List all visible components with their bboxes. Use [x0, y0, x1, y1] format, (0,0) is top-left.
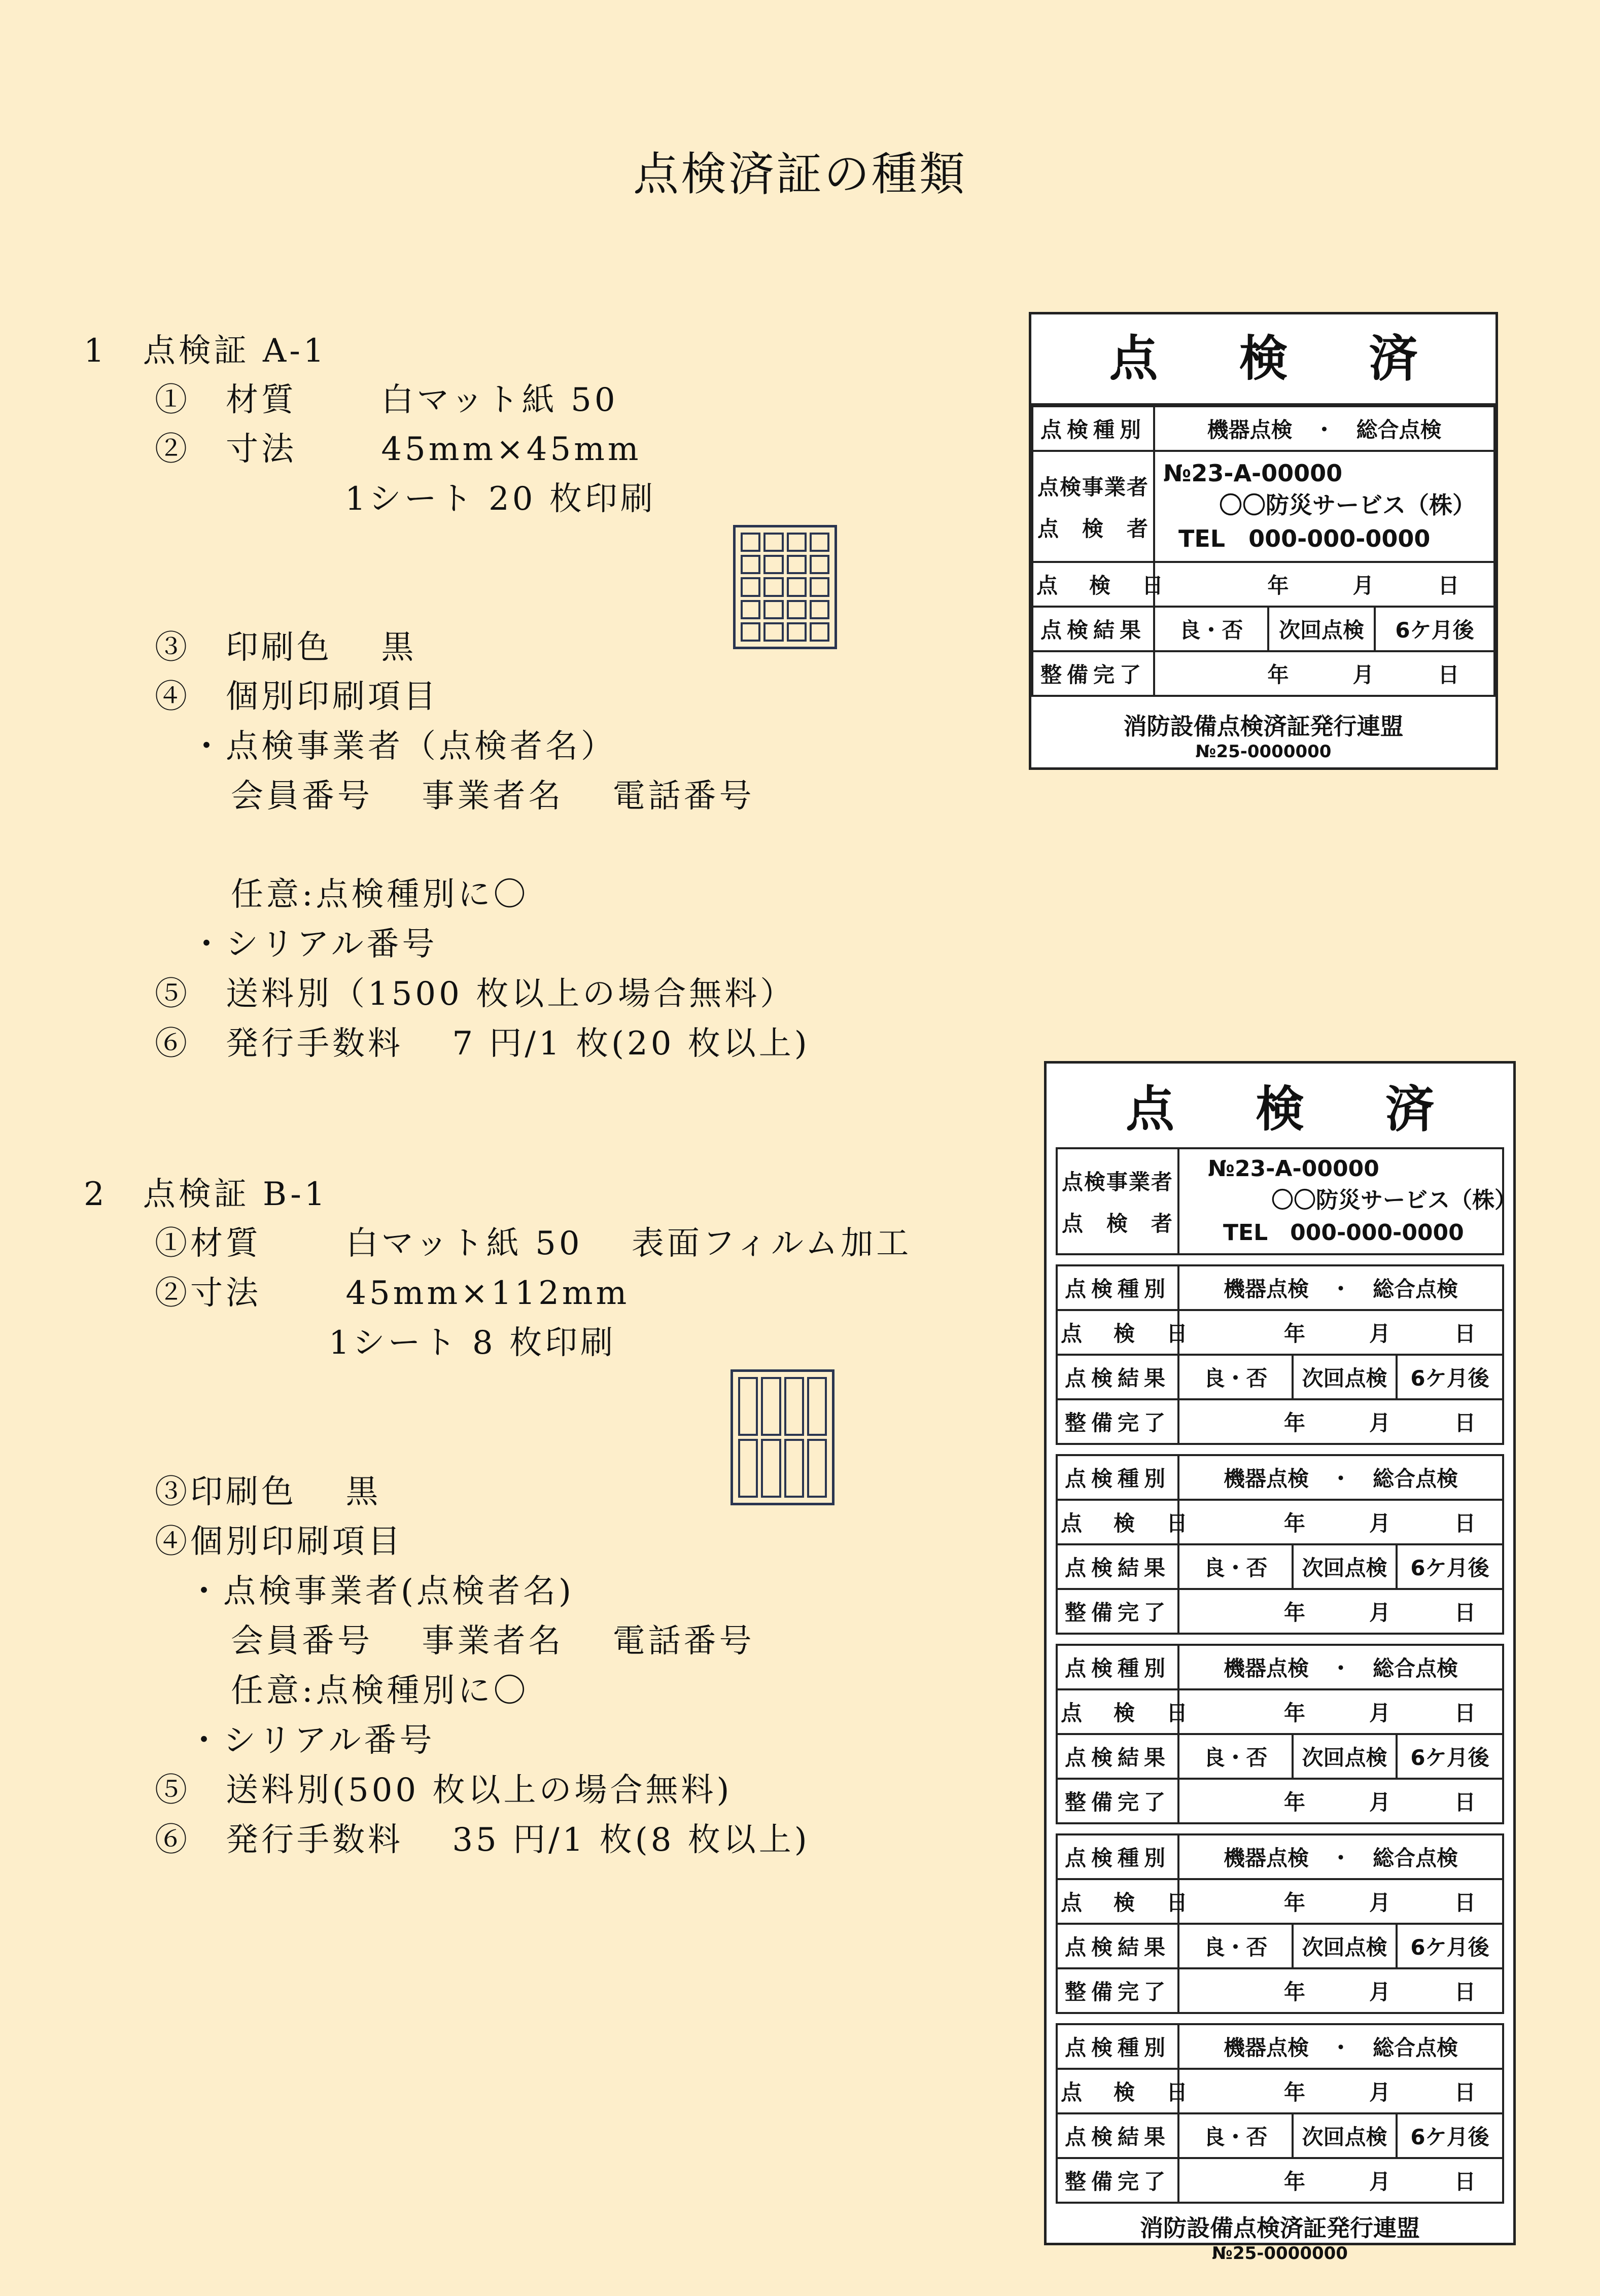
inspector-header-1: 点検事業者: [1037, 474, 1149, 500]
done-header: 整備完了: [1057, 2158, 1178, 2203]
b1-color: ③印刷色 黒: [155, 1473, 381, 1511]
a1-heading: 1 点検証 A-1: [84, 332, 327, 370]
a1-optional: 任意:点検種別に〇: [231, 876, 529, 913]
a1-inspector: ・点検事業者（点検者名）: [190, 728, 616, 765]
issuer-org: 消防設備点検済証発行連盟: [1140, 2214, 1420, 2242]
a1-fields: 会員番号 事業者名 電話番号: [231, 778, 755, 815]
label-big-title: 点 検 済: [1031, 314, 1495, 405]
type-header: 点検種別: [1057, 2024, 1178, 2069]
a1-serial: ・シリアル番号: [190, 926, 438, 963]
date-value: 年 月 日: [1178, 1689, 1503, 1734]
result-header: 点検結果: [1057, 2113, 1178, 2158]
type-value: 機器点検 ・ 総合点検: [1178, 2024, 1503, 2069]
b1-heading: 2 点検証 B-1: [84, 1176, 328, 1213]
done-header: 整備完了: [1032, 651, 1154, 696]
b1-optional: 任意:点検種別に〇: [231, 1672, 529, 1710]
next-value: 6ケ月後: [1375, 607, 1494, 651]
result-header: 点検結果: [1057, 1924, 1178, 1968]
date-header: 点 検 日: [1057, 2069, 1178, 2113]
inspector-header-1: 点検事業者: [1061, 1169, 1173, 1194]
done-value: 年 月 日: [1178, 1968, 1503, 2013]
result-header: 点検結果: [1057, 1544, 1178, 1589]
company-name: 〇〇防災サービス（株）: [1219, 491, 1476, 519]
a1-size: ② 寸法 45mm×45mm: [155, 431, 642, 468]
next-value: 6ケ月後: [1397, 1924, 1503, 1968]
b1-fields: 会員番号 事業者名 電話番号: [231, 1622, 755, 1660]
next-value: 6ケ月後: [1397, 2113, 1503, 2158]
page-title: 点検済証の種類: [633, 148, 967, 201]
result-header: 点検結果: [1032, 607, 1154, 651]
type-header: 点検種別: [1057, 1265, 1178, 1310]
inspection-block: [1056, 1833, 1504, 2014]
inspector-header-2: 点 検 者: [1037, 516, 1149, 541]
type-header: 点検種別: [1057, 1834, 1178, 1879]
a1-shipping: ⑤ 送料別（1500 枚以上の場合無料）: [155, 975, 796, 1013]
done-header: 整備完了: [1057, 1589, 1178, 1634]
done-value: 年 月 日: [1154, 651, 1494, 696]
done-header: 整備完了: [1057, 1968, 1178, 2013]
done-value: 年 月 日: [1178, 2158, 1503, 2203]
issuer-serial: №25-0000000: [1212, 2243, 1348, 2264]
date-value: 年 月 日: [1154, 562, 1494, 607]
label-card-a1: [1029, 312, 1498, 770]
date-header: 点 検 日: [1057, 1689, 1178, 1734]
done-header: 整備完了: [1057, 1779, 1178, 1823]
result-value: 良・否: [1178, 1355, 1293, 1399]
done-value: 年 月 日: [1178, 1399, 1503, 1444]
result-header: 点検結果: [1057, 1734, 1178, 1779]
date-header: 点 検 日: [1057, 1500, 1178, 1544]
inspection-block: [1056, 1644, 1504, 1824]
a1-items: ④ 個別印刷項目: [155, 678, 439, 716]
a1-material: ① 材質 白マット紙 50: [155, 381, 618, 419]
result-value: 良・否: [1178, 1734, 1293, 1779]
done-value: 年 月 日: [1178, 1589, 1503, 1634]
a1-color: ③ 印刷色 黒: [155, 629, 417, 666]
result-header: 点検結果: [1057, 1355, 1178, 1399]
type-header: 点検種別: [1057, 1645, 1178, 1689]
next-header: 次回点検: [1293, 1924, 1397, 1968]
date-value: 年 月 日: [1178, 1879, 1503, 1924]
inspector-header-2: 点 検 者: [1061, 1211, 1173, 1236]
type-value: 機器点検 ・ 総合点検: [1178, 1645, 1503, 1689]
result-value: 良・否: [1154, 607, 1268, 651]
type-value: 機器点検 ・ 総合点検: [1178, 1834, 1503, 1879]
company-name: 〇〇防災サービス（株）: [1271, 1187, 1517, 1213]
next-header: 次回点検: [1293, 1355, 1397, 1399]
next-header: 次回点検: [1293, 1734, 1397, 1779]
type-value: 機器点検 ・ 総合点検: [1154, 406, 1494, 451]
b1-shipping: ⑤ 送料別(500 枚以上の場合無料): [155, 1772, 733, 1809]
a1-sheet: 1シート 20 枚印刷: [345, 480, 656, 518]
b1-inspector: ・点検事業者(点検者名): [188, 1573, 574, 1610]
date-header: 点 検 日: [1057, 1879, 1178, 1924]
issuer-org: 消防設備点検済証発行連盟: [1123, 713, 1404, 740]
company-tel: TEL 000-000-0000: [1178, 524, 1431, 552]
date-header: 点 検 日: [1032, 562, 1154, 607]
b1-sheet: 1シート 8 枚印刷: [329, 1324, 616, 1362]
type-value: 機器点検 ・ 総合点検: [1178, 1455, 1503, 1500]
date-value: 年 月 日: [1178, 1310, 1503, 1355]
b1-size: ②寸法 45mm×112mm: [155, 1275, 630, 1312]
date-value: 年 月 日: [1178, 1500, 1503, 1544]
next-header: 次回点検: [1268, 607, 1375, 651]
member-no: №23-A-00000: [1208, 1156, 1379, 1182]
b1-serial: ・シリアル番号: [188, 1722, 435, 1759]
next-header: 次回点検: [1293, 2113, 1397, 2158]
type-header: 点検種別: [1032, 406, 1154, 451]
result-value: 良・否: [1178, 2113, 1293, 2158]
company-tel: TEL 000-000-0000: [1223, 1220, 1464, 1246]
type-value: 機器点検 ・ 総合点検: [1178, 1265, 1503, 1310]
a1-fee: ⑥ 発行手数料 7 円/1 枚(20 枚以上): [155, 1025, 810, 1063]
b1-material: ①材質 白マット紙 50 表面フィルム加工: [155, 1225, 912, 1262]
inspection-block: [1056, 2023, 1504, 2204]
next-value: 6ケ月後: [1397, 1544, 1503, 1589]
a1-sheet-grid-icon: [733, 525, 837, 649]
date-value: 年 月 日: [1178, 2069, 1503, 2113]
inspector-block: [1056, 1147, 1517, 1255]
done-value: 年 月 日: [1178, 1779, 1503, 1823]
inspection-block: [1056, 1264, 1504, 1445]
label-table: [1031, 405, 1495, 697]
result-value: 良・否: [1178, 1924, 1293, 1968]
inspection-block: [1056, 1454, 1504, 1635]
next-value: 6ケ月後: [1397, 1734, 1503, 1779]
label-big-title: 点 検 済: [1126, 1081, 1434, 1138]
label-card-b1: [1044, 1061, 1517, 2264]
member-no: №23-A-00000: [1163, 459, 1343, 487]
type-header: 点検種別: [1057, 1455, 1178, 1500]
next-value: 6ケ月後: [1397, 1355, 1503, 1399]
b1-fee: ⑥ 発行手数料 35 円/1 枚(8 枚以上): [155, 1821, 810, 1859]
done-header: 整備完了: [1057, 1399, 1178, 1444]
issuer-serial: №25-0000000: [1195, 741, 1332, 762]
b1-items: ④個別印刷項目: [155, 1523, 403, 1561]
result-value: 良・否: [1178, 1544, 1293, 1589]
next-header: 次回点検: [1293, 1544, 1397, 1589]
b1-sheet-grid-icon: [731, 1369, 834, 1505]
date-header: 点 検 日: [1057, 1310, 1178, 1355]
